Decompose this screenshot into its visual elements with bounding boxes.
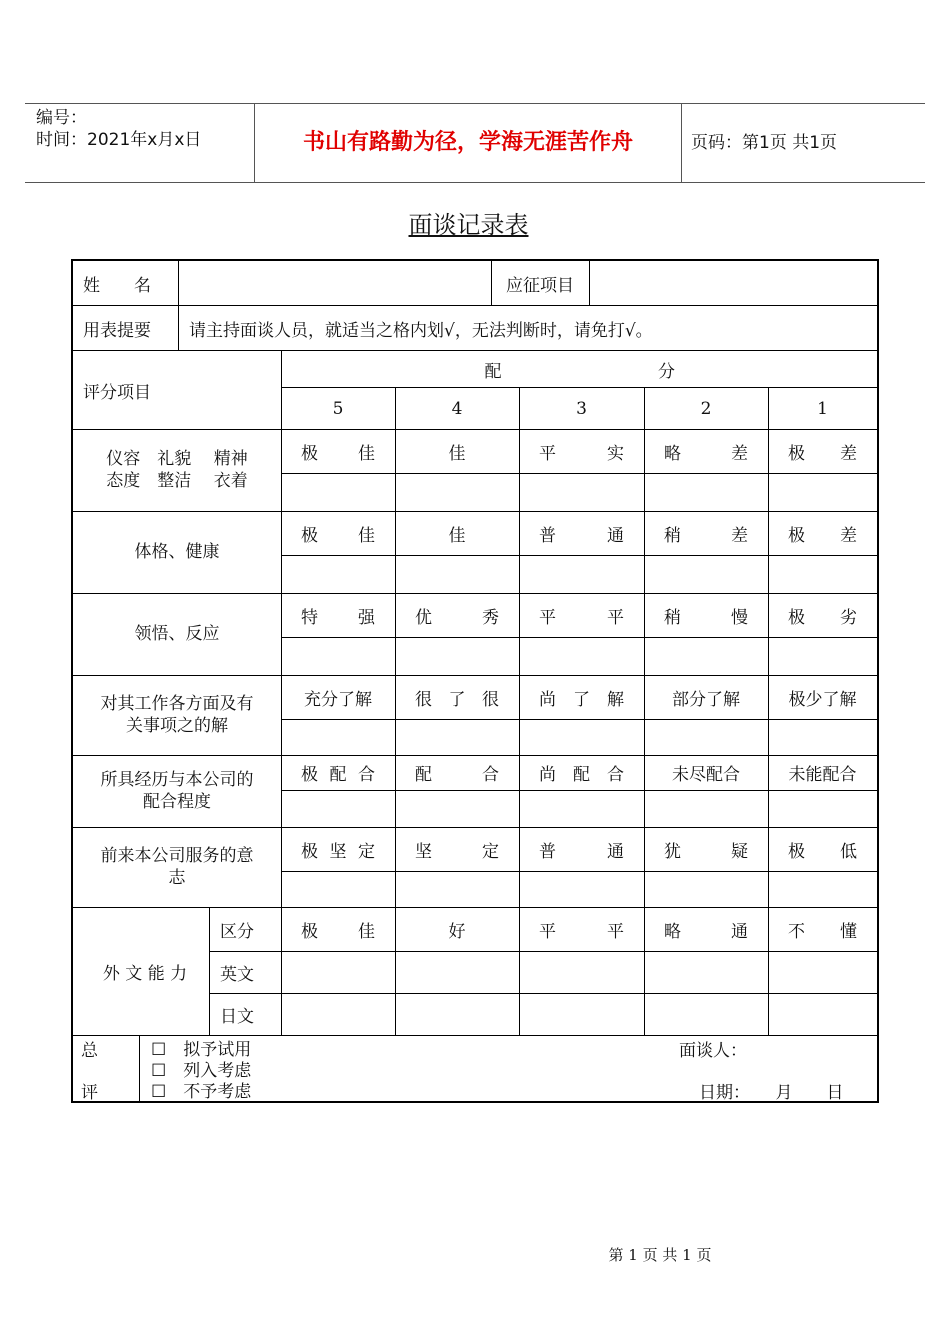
grade-text: 通 bbox=[607, 841, 624, 862]
grade-text: 稍 bbox=[664, 525, 681, 546]
grade-label bbox=[664, 511, 748, 555]
grade-text: 平 bbox=[539, 443, 556, 464]
grade-text: 极 bbox=[301, 841, 318, 862]
criterion-label bbox=[81, 511, 273, 593]
grade-text: 实 bbox=[607, 443, 624, 464]
language-grade-label bbox=[539, 907, 624, 951]
grade-check-cell[interactable] bbox=[281, 871, 395, 907]
grade-text: 配 bbox=[415, 765, 432, 785]
grade-text: 合 bbox=[482, 765, 499, 785]
grade-text: 差 bbox=[731, 525, 748, 546]
language-grade-label bbox=[415, 907, 499, 951]
grade-text: 犹 bbox=[664, 841, 681, 862]
criterion-label-line2: 关事项之的解 bbox=[126, 716, 228, 736]
instructions-label: 用表提要 bbox=[83, 321, 151, 341]
grade-text: 差 bbox=[840, 525, 857, 546]
score-1: 1 bbox=[817, 398, 828, 419]
grade-check-cell[interactable] bbox=[519, 790, 644, 827]
criterion-label-line1: 仪容 礼貌 精神 bbox=[106, 449, 248, 469]
japanese-check-cell[interactable] bbox=[644, 993, 768, 1035]
form-title: 面谈记录表 bbox=[408, 211, 529, 239]
language-grade-label bbox=[788, 907, 857, 951]
grade-label bbox=[415, 511, 499, 555]
grade-text: 慢 bbox=[731, 607, 748, 628]
grade-text: 未尽配合 bbox=[672, 765, 740, 785]
document-time: 时间：2021年x月x日 bbox=[36, 130, 202, 150]
grade-text: 优 bbox=[415, 607, 432, 628]
grade-text: 坚 bbox=[329, 841, 347, 862]
grade-check-cell[interactable] bbox=[768, 555, 877, 593]
criterion-label-line2: 态度 整洁 衣着 bbox=[106, 471, 248, 491]
grade-text: 合 bbox=[358, 765, 375, 785]
score-2: 2 bbox=[700, 398, 712, 419]
summary-option[interactable]: ☐ 拟予试用 bbox=[151, 1039, 252, 1060]
grade-check-cell[interactable] bbox=[644, 555, 768, 593]
grade-check-cell[interactable] bbox=[768, 637, 877, 675]
language-label: 外 文 能 力 bbox=[102, 963, 188, 984]
grade-text: 配 bbox=[573, 765, 590, 785]
instructions-text: 请主持面谈人员，就适当之格内划√，无法判断时，请免打√。 bbox=[189, 321, 653, 341]
grade-label bbox=[539, 429, 624, 473]
grade-check-cell[interactable] bbox=[768, 719, 877, 755]
grade-label bbox=[539, 755, 624, 790]
summary-option[interactable]: ☐ 列入考虑 bbox=[151, 1060, 252, 1081]
page-footer: 第 1 页 共 1 页 bbox=[608, 1246, 712, 1264]
grade-label bbox=[415, 675, 499, 719]
grade-text: 部分了解 bbox=[672, 689, 740, 710]
grade-check-cell[interactable] bbox=[281, 637, 395, 675]
grade-text: 通 bbox=[731, 921, 748, 942]
grade-check-cell[interactable] bbox=[281, 555, 395, 593]
english-check-cell[interactable] bbox=[644, 951, 768, 993]
rule-line bbox=[139, 1035, 140, 1101]
english-check-cell[interactable] bbox=[519, 951, 644, 993]
criterion-label bbox=[81, 429, 273, 511]
document-number-label: 编号： bbox=[36, 108, 87, 128]
grade-check-cell[interactable] bbox=[395, 473, 519, 511]
grade-text: 极 bbox=[301, 525, 318, 546]
grade-text: 劣 bbox=[840, 607, 857, 628]
criterion-label bbox=[81, 827, 273, 907]
criterion-label-line2: 志 bbox=[168, 868, 186, 888]
grade-text: 平 bbox=[539, 921, 556, 942]
grade-label bbox=[539, 593, 624, 637]
grade-text: 佳 bbox=[358, 525, 375, 546]
grade-label bbox=[664, 827, 748, 871]
grade-label bbox=[788, 429, 857, 473]
japanese-check-cell[interactable] bbox=[281, 993, 395, 1035]
grade-text: 秀 bbox=[482, 607, 499, 628]
grade-text: 平 bbox=[607, 607, 624, 628]
grade-text: 略 bbox=[664, 921, 681, 942]
grade-text: 充分了解 bbox=[304, 689, 372, 710]
grade-text: 差 bbox=[731, 443, 748, 464]
grade-text: 强 bbox=[358, 607, 375, 628]
grade-label bbox=[415, 755, 499, 790]
grade-check-cell[interactable] bbox=[395, 719, 519, 755]
summary-label-top: 总 bbox=[81, 1040, 98, 1061]
rule-line bbox=[73, 350, 879, 351]
grade-text: 平 bbox=[607, 921, 624, 942]
grade-text: 极 bbox=[301, 765, 318, 785]
grade-check-cell[interactable] bbox=[644, 637, 768, 675]
score-header-left: 配 bbox=[484, 362, 502, 382]
grade-text: 佳 bbox=[358, 921, 375, 942]
grade-label bbox=[539, 675, 624, 719]
position-field[interactable] bbox=[590, 261, 879, 305]
japanese-check-cell[interactable] bbox=[519, 993, 644, 1035]
grade-text: 极 bbox=[301, 921, 318, 942]
japanese-check-cell[interactable] bbox=[395, 993, 519, 1035]
grade-label bbox=[664, 593, 748, 637]
grade-text: 合 bbox=[607, 765, 624, 785]
grade-text: 很 bbox=[482, 689, 499, 710]
grade-text: 懂 bbox=[840, 921, 857, 942]
grade-label bbox=[788, 511, 857, 555]
grade-label bbox=[788, 827, 857, 871]
grade-check-cell[interactable] bbox=[644, 473, 768, 511]
criterion-label-line1: 体格、健康 bbox=[134, 542, 220, 562]
grade-text: 略 bbox=[664, 443, 681, 464]
grade-check-cell[interactable] bbox=[644, 719, 768, 755]
grade-check-cell[interactable] bbox=[519, 555, 644, 593]
date-label: 日期： 月 日 bbox=[699, 1082, 844, 1103]
grade-text: 疑 bbox=[731, 841, 748, 862]
grade-text: 普 bbox=[539, 525, 556, 546]
summary-option[interactable]: ☐ 不予考虑 bbox=[151, 1081, 252, 1102]
criterion-label-line1: 所具经历与本公司的 bbox=[100, 770, 254, 790]
language-grade-label bbox=[301, 907, 375, 951]
criterion-label-line1: 前来本公司服务的意 bbox=[100, 846, 254, 866]
grade-text: 稍 bbox=[664, 607, 681, 628]
grade-text: 极 bbox=[301, 443, 318, 464]
page-header bbox=[25, 103, 925, 183]
grade-label bbox=[539, 511, 624, 555]
grade-text: 解 bbox=[607, 689, 624, 710]
grade-check-cell[interactable] bbox=[519, 473, 644, 511]
header-left bbox=[25, 104, 254, 182]
header-motto: 书山有路勤为径，学海无涯苦作舟 bbox=[254, 104, 682, 182]
grade-text: 通 bbox=[607, 525, 624, 546]
grade-text: 未能配合 bbox=[788, 765, 857, 785]
grade-text: 佳 bbox=[448, 525, 466, 546]
grade-check-cell[interactable] bbox=[768, 790, 877, 827]
grade-text: 极 bbox=[788, 841, 805, 862]
english-check-cell[interactable] bbox=[768, 951, 877, 993]
grade-label bbox=[301, 511, 375, 555]
grade-check-cell[interactable] bbox=[519, 637, 644, 675]
name-field[interactable] bbox=[179, 261, 491, 305]
grade-check-cell[interactable] bbox=[281, 719, 395, 755]
grade-text: 特 bbox=[301, 607, 318, 628]
grade-check-cell[interactable] bbox=[644, 871, 768, 907]
grade-check-cell[interactable] bbox=[519, 871, 644, 907]
grade-label bbox=[664, 675, 748, 719]
rule-line bbox=[73, 305, 879, 306]
rule-line bbox=[178, 261, 179, 350]
grade-text: 配 bbox=[329, 765, 347, 785]
grade-text: 定 bbox=[358, 841, 375, 862]
grade-text: 不 bbox=[788, 921, 805, 942]
grade-text: 佳 bbox=[358, 443, 375, 464]
grade-text: 坚 bbox=[415, 841, 432, 862]
language-sub-label: 英文 bbox=[220, 964, 254, 985]
grade-check-cell[interactable] bbox=[281, 473, 395, 511]
grade-label bbox=[788, 755, 857, 790]
grade-check-cell[interactable] bbox=[281, 790, 395, 827]
japanese-check-cell[interactable] bbox=[768, 993, 877, 1035]
interview-record-form bbox=[71, 259, 879, 1103]
grade-text: 极 bbox=[788, 607, 805, 628]
language-sub-label: 区分 bbox=[220, 921, 254, 942]
rule-line bbox=[491, 261, 492, 305]
grade-check-cell[interactable] bbox=[644, 790, 768, 827]
criterion-label bbox=[81, 675, 273, 755]
score-item-label: 评分项目 bbox=[83, 382, 151, 403]
grade-check-cell[interactable] bbox=[395, 555, 519, 593]
grade-label bbox=[301, 593, 375, 637]
grade-label bbox=[301, 827, 375, 871]
grade-text: 极少了解 bbox=[788, 689, 857, 710]
english-check-cell[interactable] bbox=[395, 951, 519, 993]
grade-text: 极 bbox=[788, 525, 805, 546]
criterion-label bbox=[81, 755, 273, 827]
position-label: 应征项目 bbox=[506, 275, 574, 296]
criterion-label-line1: 对其工作各方面及有 bbox=[100, 694, 254, 714]
score-3: 3 bbox=[576, 398, 587, 419]
grade-text: 佳 bbox=[448, 443, 466, 464]
grade-check-cell[interactable] bbox=[395, 637, 519, 675]
summary-label-bottom: 评 bbox=[81, 1082, 98, 1103]
criterion-label-line1: 领悟、反应 bbox=[134, 624, 220, 644]
header-page-number: 页码：第1页 共1页 bbox=[691, 133, 838, 153]
grade-check-cell[interactable] bbox=[395, 790, 519, 827]
grade-text: 差 bbox=[840, 443, 857, 464]
name-label: 姓 名 bbox=[83, 275, 151, 296]
grade-label bbox=[415, 593, 499, 637]
score-5: 5 bbox=[332, 398, 344, 419]
score-4: 4 bbox=[451, 398, 463, 419]
grade-label bbox=[539, 827, 624, 871]
grade-label bbox=[415, 429, 499, 473]
grade-text: 尚 bbox=[539, 765, 556, 785]
interviewer-label: 面谈人： bbox=[679, 1040, 747, 1061]
grade-label bbox=[788, 593, 857, 637]
grade-text: 好 bbox=[448, 921, 466, 942]
language-sub-label: 日文 bbox=[220, 1006, 254, 1027]
grade-label bbox=[788, 675, 857, 719]
grade-label bbox=[664, 429, 748, 473]
grade-label bbox=[664, 755, 748, 790]
grade-check-cell[interactable] bbox=[519, 719, 644, 755]
grade-text: 尚 bbox=[539, 689, 556, 710]
grade-label bbox=[301, 429, 375, 473]
grade-check-cell[interactable] bbox=[395, 871, 519, 907]
grade-text: 普 bbox=[539, 841, 556, 862]
grade-text: 很 bbox=[415, 689, 432, 710]
grade-text: 低 bbox=[840, 841, 857, 862]
language-grade-label bbox=[664, 907, 748, 951]
criterion-label-line2: 配合程度 bbox=[143, 792, 211, 812]
grade-check-cell[interactable] bbox=[768, 871, 877, 907]
grade-text: 极 bbox=[788, 443, 805, 464]
criterion-label bbox=[81, 593, 273, 675]
english-check-cell[interactable] bbox=[281, 951, 395, 993]
grade-text: 定 bbox=[482, 841, 499, 862]
rule-line bbox=[589, 261, 590, 305]
grade-text: 了 bbox=[573, 689, 590, 710]
grade-label bbox=[415, 827, 499, 871]
grade-text: 平 bbox=[539, 607, 556, 628]
grade-check-cell[interactable] bbox=[768, 473, 877, 511]
grade-label bbox=[301, 675, 375, 719]
rule-line bbox=[209, 907, 210, 1035]
grade-text: 了 bbox=[448, 689, 466, 710]
grade-label bbox=[301, 755, 375, 790]
score-header-right: 分 bbox=[658, 362, 675, 382]
